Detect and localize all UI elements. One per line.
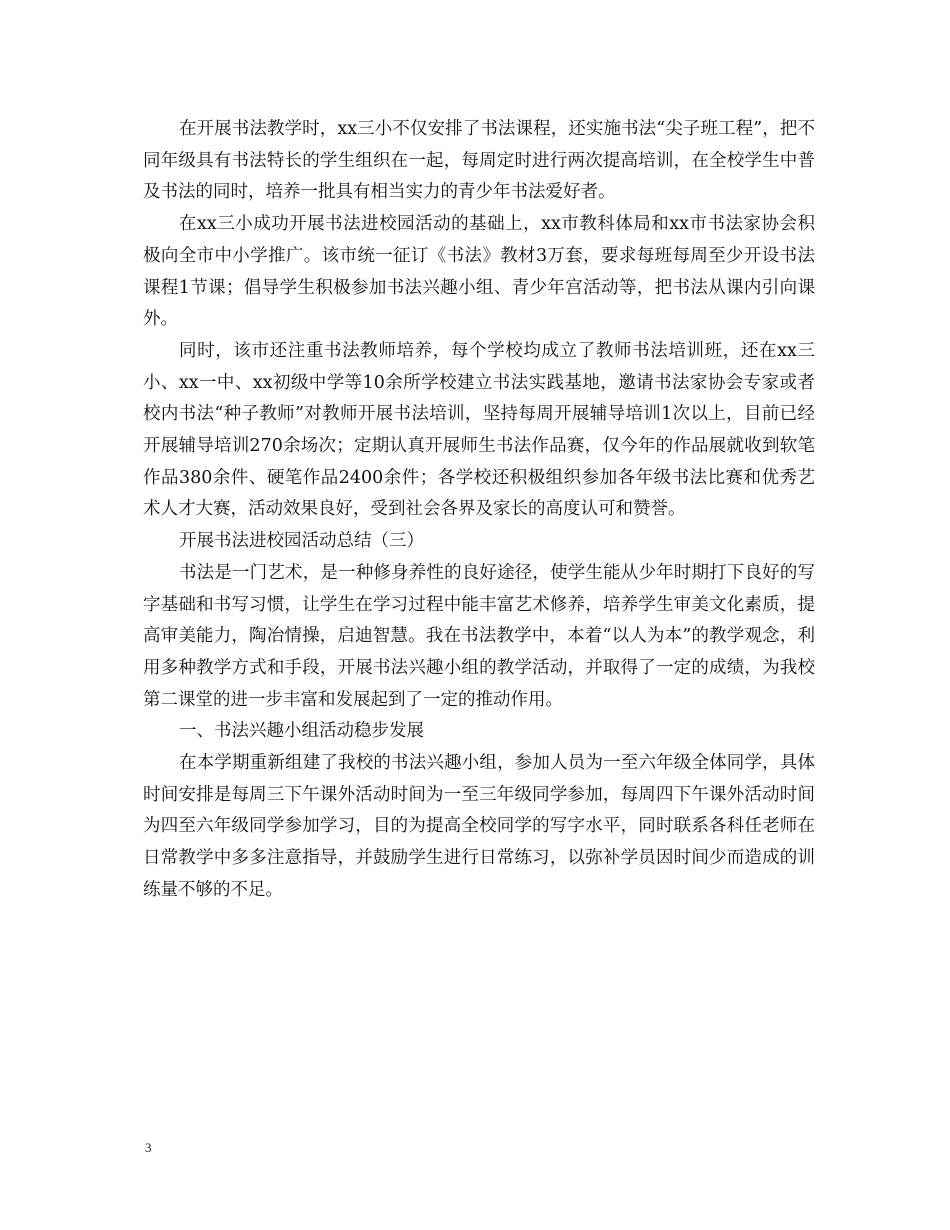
- paragraph-elite-class: 在开展书法教学时，xx三小不仅安排了书法课程，还实施书法“尖子班工程”，把不同年级具有书法特长的学生组织在一起，每周定时进行两次提高培训，在全校学生中普及书法的同时，培养一批具有相当实力的青少年书法爱好者。: [143, 119, 815, 203]
- page-number: 3: [145, 1140, 152, 1155]
- paragraph-teacher-training: 同时，该市还注重书法教师培养，每个学校均成立了教师书法培训班，还在xx三小、xx一中、xx初级中学等10余所学校建立书法实践基地，邀请书法家协会专家或者校内书法“种子教师”对教师开展书法培训，坚持每周开展辅导培训1次以上，目前已经开展辅导培训270余场次；定期认真开展师生书法作品赛，仅今年的作品展就收到软笔作品380余件、硬笔作品2400余件；各学校还积极组织参加各年级书法比赛和优秀艺术人才大赛，活动效果良好，受到社会各界及家长的高度认可和赞誉。: [143, 340, 815, 520]
- document-body: [143, 114, 815, 907]
- paragraph-calligraphy-intro: 书法是一门艺术，是一种修身养性的良好途径，使学生能从少年时期打下良好的写字基础和书写习惯，让学生在学习过程中能丰富艺术修养，培养学生审美文化素质，提高审美能力，陶冶情操，启迪智慧。我在书法教学中，本着“以人为本”的教学观念，利用多种教学方式和手段，开展书法兴趣小组的教学活动，并取得了一定的成绩，为我校第二课堂的进一步丰富和发展起到了一定的推动作用。: [143, 562, 815, 710]
- section-title: 开展书法进校园活动总结（三）: [179, 531, 424, 552]
- subheading: 一、书法兴趣小组活动稳步发展: [179, 721, 424, 742]
- paragraph-interest-group: 在本学期重新组建了我校的书法兴趣小组，参加人员为一至六年级全体同学，具体时间安排是每周三下午课外活动时间为一至三年级同学参加，每周四下午课外活动时间为四至六年级同学参加学习，目的为提高全校同学的写字水平，同时联系各科任老师在日常教学中多多注意指导，并鼓励学生进行日常练习，以弥补学员因时间少而造成的训练量不够的不足。: [143, 753, 815, 900]
- paragraph-city-promotion: 在xx三小成功开展书法进校园活动的基础上，xx市教科体局和xx市书法家协会积极向全市中小学推广。该市统一征订《书法》教材3万套，要求每班每周至少开设书法课程1节课；倡导学生积极参加书法兴趣小组、青少年宫活动等，把书法从课内引向课外。: [143, 214, 815, 330]
